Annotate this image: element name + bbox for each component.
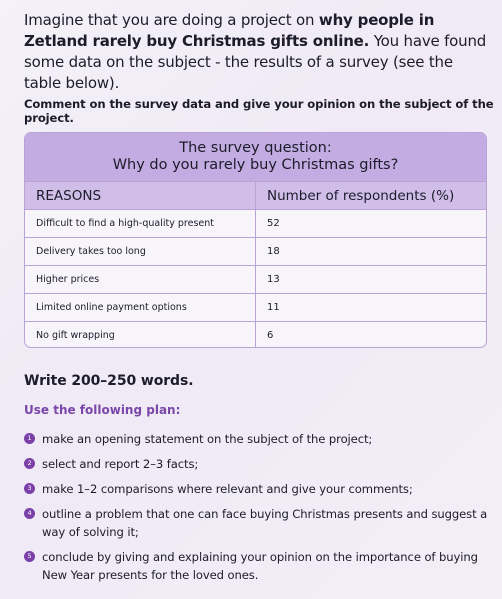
table-row [25,265,486,293]
plan-item [24,480,494,498]
survey-title-line2: Why do you rarely buy Christmas gifts? [112,157,399,173]
number-badge: 3 [24,483,35,494]
value-cell: 18 [255,238,486,265]
value-cell: 13 [255,266,486,293]
task-intro [24,10,494,94]
table-row [25,209,486,237]
survey-title-line1: The survey question: [179,140,332,156]
reason-cell: Higher prices [36,274,100,285]
plan-item-text: make an opening statement on the subject of the project; [42,432,373,446]
number-badge: 2 [24,458,35,469]
number-badge: 5 [24,551,35,562]
plan-item-text: conclude by giving and explaining your opinion on the importance of buying New Year presents for the loved ones. [42,550,478,582]
plan-item [24,548,494,584]
reason-cell: No gift wrapping [36,330,115,341]
word-count-instruction: Write 200–250 words. [24,373,194,389]
reason-cell: Limited online payment options [36,302,187,313]
task-instruction: Comment on the survey data and give your opinion on the subject of the project. [24,97,494,125]
reason-cell: Delivery takes too long [36,246,146,257]
value-cell: 52 [255,210,486,237]
intro-bold: why people in Zetland rarely buy Christmas gifts online. [24,11,435,50]
intro-text-1: Imagine that you are doing a project on [24,11,319,29]
plan-item [24,430,494,448]
number-badge: 4 [24,508,35,519]
intro-text-2: You have found some data on the subject - the results of a survey (see the table below). [24,32,487,92]
plan-item-text: make 1–2 comparisons where relevant and give your comments; [42,482,413,496]
value-cell: 6 [255,322,486,348]
column-header-respondents: Number of respondents (%) [255,182,486,209]
plan-item [24,505,494,541]
table-row [25,321,486,348]
value-cell: 11 [255,294,486,321]
plan-item-text: outline a problem that one can face buying Christmas presents and suggest a way of solving it; [42,507,488,539]
table-row [25,293,486,321]
number-badge: 1 [24,433,35,444]
survey-header [25,133,486,181]
reason-cell: Difficult to find a high-quality present [36,218,214,229]
plan-item-text: select and report 2–3 facts; [42,457,199,471]
plan-list [24,430,494,584]
survey-table [24,132,487,348]
plan-item [24,455,494,473]
plan-title: Use the following plan: [24,403,181,417]
table-row [25,237,486,265]
table-header-row [25,181,486,209]
column-header-reasons: REASONS [36,187,102,204]
